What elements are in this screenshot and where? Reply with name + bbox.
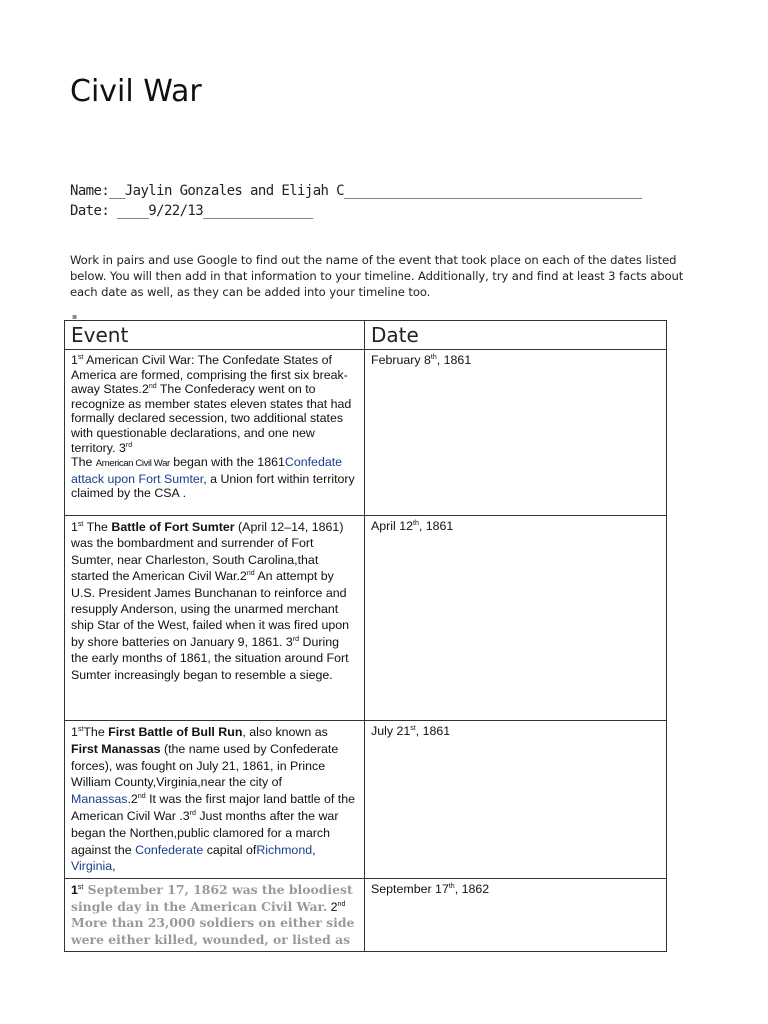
date-text: February 8 xyxy=(371,353,431,367)
event-text: (April 12–14, 1861) was the bombardment and surrender of Fort Sumter, near Charleston, South Carolina,that started the American Civil War.2 xyxy=(71,520,344,584)
date-cell xyxy=(365,721,667,879)
event-text: 1 xyxy=(71,725,78,739)
table-row xyxy=(65,516,667,721)
event-text: began with the 1861 xyxy=(169,455,285,470)
stray-mark: ▪ xyxy=(72,312,78,321)
event-cell xyxy=(65,879,365,952)
event-text: The xyxy=(71,455,96,470)
date-text: , 1862 xyxy=(454,882,490,897)
date-text: September 17 xyxy=(371,882,449,897)
ordinal-suffix: nd xyxy=(246,570,255,578)
event-grey-text: September 17, 1862 was the bloodiest single day in the American Civil War. xyxy=(71,882,353,914)
link-manassas[interactable]: Manassas xyxy=(71,792,128,807)
link-fort-sumter-attack[interactable]: Confedate attack upon Fort Sumter xyxy=(71,455,343,486)
event-text: The xyxy=(83,725,109,739)
ordinal-suffix: th xyxy=(430,353,437,361)
link-virginia[interactable]: Virginia xyxy=(71,859,113,874)
date-text: July 21 xyxy=(371,724,411,738)
event-text: The Confederacy went on to recognize as member states eleven states that had formally declared secession, two additional states with questionable declarations, and one new territory. 3 xyxy=(71,382,352,455)
event-text: It was the first major land battle of the American Civil War .3 xyxy=(71,792,355,823)
event-cell xyxy=(65,350,365,516)
event-bold-text: Battle of Fort Sumter xyxy=(111,520,235,534)
event-text: The xyxy=(83,520,112,534)
timeline-table xyxy=(64,320,667,952)
ordinal-suffix: rd xyxy=(189,809,196,817)
event-text: , a Union fort within territory claimed by the CSA . xyxy=(71,471,355,501)
event-text: 1 xyxy=(71,520,78,534)
ordinal-suffix: st xyxy=(77,884,84,892)
event-text: American Civil War xyxy=(95,458,170,470)
event-cell xyxy=(65,721,365,879)
event-cell xyxy=(65,516,365,721)
ordinal-suffix: st xyxy=(77,353,84,361)
event-text: An attempt by U.S. President James Bunchanan to reinforce and resupply Anderson, using the unarmed merchant ship Star of the West, failed when it was fired upon by shore batteries on January 9, 1861. 3 xyxy=(71,569,350,649)
date-text: April 12 xyxy=(371,519,414,533)
date-text: , 1861 xyxy=(418,519,454,533)
table-row xyxy=(65,721,667,879)
instructions: Work in pairs and use Google to find out the name of the event that took place on each of the dates listed below. You will then add in that information to your timeline. Additionally, try and find at least 3 facts about each date as well, as they can be added into your timeline too. xyxy=(70,253,684,299)
event-text: 1 xyxy=(71,353,78,367)
date-cell xyxy=(365,516,667,721)
event-text: American Civil War: The Confedate States of America are formed, comprising the first six break-away States.2 xyxy=(71,353,348,397)
table-header-row xyxy=(65,321,667,350)
event-bold-text: First Battle of Bull Run xyxy=(108,725,243,739)
event-text: 1 xyxy=(71,883,78,898)
event-text: , xyxy=(312,842,316,857)
table-row xyxy=(65,350,667,516)
ordinal-suffix: rd xyxy=(292,635,300,643)
ordinal-suffix: nd xyxy=(148,383,157,391)
table-row xyxy=(65,879,667,952)
link-richmond[interactable]: Richmond xyxy=(256,842,313,857)
date-cell xyxy=(365,350,667,516)
ordinal-suffix: th xyxy=(448,883,455,891)
event-text: (the name used by Confederate forces), was fought on July 21, 1861, in Prince William County,Virginia,near the city of xyxy=(71,741,339,790)
ordinal-suffix: st xyxy=(77,725,84,733)
page-title: Civil War xyxy=(70,74,202,109)
event-cell-clip xyxy=(71,882,358,948)
event-text: Just months after the war began the Northen,public clamored for a march against the xyxy=(71,808,339,857)
ordinal-suffix: st xyxy=(77,520,84,528)
ordinal-suffix: th xyxy=(413,519,419,527)
ordinal-suffix: nd xyxy=(137,793,146,801)
header-date: Date xyxy=(365,321,667,350)
event-text: During the early months of 1861, the situation around Fort Sumter increasingly began to resemble a siege. xyxy=(71,634,349,682)
link-confederate[interactable]: Confederate xyxy=(135,842,204,857)
event-text: 2 xyxy=(327,899,338,914)
ordinal-suffix: nd xyxy=(337,900,346,908)
date-cell xyxy=(365,879,667,952)
date-text: , 1861 xyxy=(436,353,472,367)
ordinal-suffix: rd xyxy=(125,441,133,449)
event-text: , xyxy=(112,859,116,874)
header-event: Event xyxy=(65,321,365,350)
event-text: capital of xyxy=(203,842,257,857)
event-grey-text: More than 23,000 soldiers on either side were either killed, wounded, or listed as xyxy=(71,915,355,947)
date-text: , 1861 xyxy=(415,724,451,738)
ordinal-suffix: st xyxy=(410,724,416,732)
name-date-line: Name:__Jaylin Gonzales and Elijah C______________________________________ Date: ____9/22/13______________ xyxy=(70,183,642,219)
event-text: .2 xyxy=(127,792,138,807)
event-text: , also known as xyxy=(242,725,328,739)
event-bold-text: First Manassas xyxy=(71,741,161,756)
